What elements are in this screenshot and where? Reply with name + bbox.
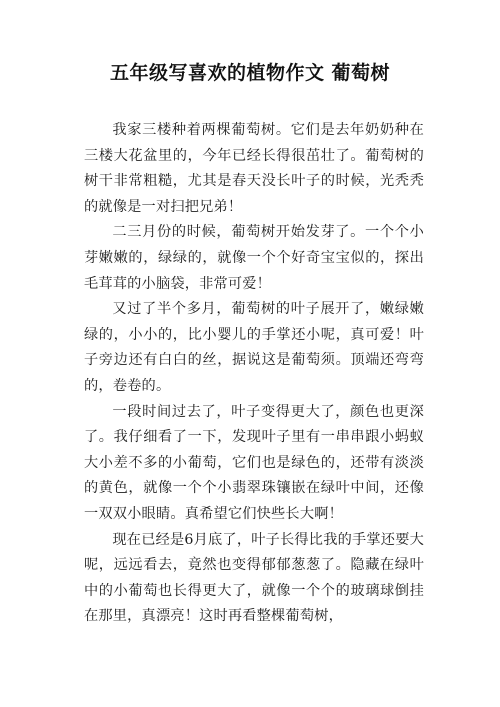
paragraph-3: 又过了半个多月，葡萄树的叶子展开了，嫩绿嫩绿的，小小的，比小婴儿的手掌还小呢，真可爱！叶子旁边还有白白的丝，据说这是葡萄须。顶端还弯弯的，卷卷的。 <box>84 301 424 394</box>
document-title: 五年级写喜欢的植物作文 葡萄树 <box>109 62 391 84</box>
document-body <box>84 118 424 630</box>
paragraph-1: 我家三楼种着两棵葡萄树。它们是去年奶奶种在三楼大花盆里的，今年已经长得很茁壮了。葡萄树的树干非常粗糙，尤其是春天没长叶子的时候，光秃秃的就像是一对扫把兄弟！ <box>84 122 424 215</box>
paragraph-2: 二三月份的时候，葡萄树开始发芽了。一个个小芽嫩嫩的，绿绿的，就像一个个好奇宝宝似的，探出毛茸茸的小脑袋，非常可爱！ <box>84 224 424 292</box>
paragraph-4: 一段时间过去了，叶子变得更大了，颜色也更深了。我仔细看了一下，发现叶子里有一串串跟小蚂蚁大小差不多的小葡萄，它们也是绿色的，还带有淡淡的黄色，就像一个个小翡翠珠镶嵌在绿叶中间，还像一双双小眼睛。真希望它们快些长大啊！ <box>84 403 424 522</box>
paragraph-5: 现在已经是6月底了，叶子长得比我的手掌还要大呢，远远看去，竟然也变得郁郁葱葱了。隐藏在绿叶中的小葡萄也长得更大了，就像一个个的玻璃球倒挂在那里，真漂亮！这时再看整棵葡萄树， <box>84 531 424 625</box>
